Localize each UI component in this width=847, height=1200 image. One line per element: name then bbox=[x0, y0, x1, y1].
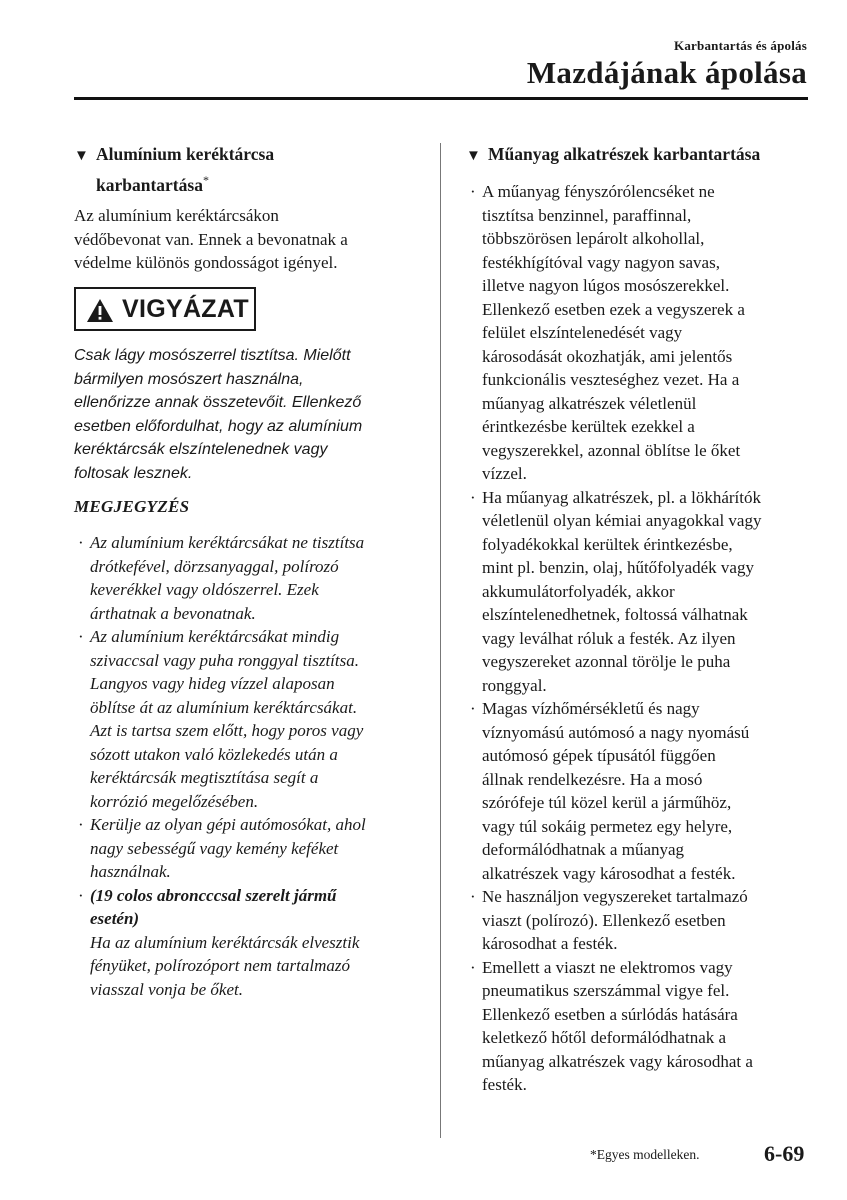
item-line: tisztítsa benzinnel, paraffinnal, bbox=[482, 205, 692, 225]
note-line: Azt is tartsa szem előtt, hogy poros vagy bbox=[90, 721, 364, 740]
column-divider bbox=[440, 143, 441, 1138]
item-line: autómosó gépek típusától függően bbox=[482, 746, 716, 765]
note-line: árthatnak a bevonatnak. bbox=[90, 603, 256, 623]
bullet: · bbox=[470, 957, 476, 977]
item-line: mint pl. benzin, olaj, hűtőfolyadék vagy bbox=[482, 558, 754, 577]
item-line: Ne használjon vegyszereket tartalmazó bbox=[482, 887, 748, 906]
note-line: keréktárcsák megtisztítása segít a bbox=[90, 768, 319, 787]
item-line: akkumulátorfolyadék, akkor bbox=[482, 581, 675, 601]
note-line: szivaccsal vagy puha ronggyal tisztítsa. bbox=[90, 650, 359, 670]
bullet: · bbox=[78, 627, 84, 646]
note-item bbox=[74, 884, 419, 1002]
bullet: · bbox=[470, 699, 476, 718]
warning-line: bármilyen mosószert használna, bbox=[74, 370, 304, 388]
plastic-care-list bbox=[466, 180, 811, 1097]
bullet: · bbox=[78, 885, 84, 905]
bullet: · bbox=[470, 182, 476, 201]
intro-line: védőbevonat van. Ennek a bevonatnak a bbox=[74, 229, 348, 249]
item-line: vagy leválhat róluk a festék. Az ilyen bbox=[482, 628, 736, 648]
heading-text: Műanyag alkatrészek karbantartása bbox=[488, 144, 761, 164]
intro-line: védelme különös gondosságot igényel. bbox=[74, 253, 338, 272]
down-triangle-icon: ▼ bbox=[74, 148, 89, 164]
note-line: viasszal vonja be őket. bbox=[90, 979, 243, 999]
item-line: Ellenkező esetben ezek a vegyszerek a bbox=[482, 299, 745, 319]
warning-line: Csak lágy mosószerrel tisztítsa. Mielőtt bbox=[74, 347, 351, 364]
aluminium-wheel-heading bbox=[74, 143, 419, 197]
warning-label: VIGYÁZAT bbox=[122, 295, 249, 323]
intro-line: Az alumínium keréktárcsákon bbox=[74, 206, 279, 225]
item-line: A műanyag fényszórólencséket ne bbox=[482, 182, 715, 201]
item-line: folyadékokkal kerültek érintkezésbe, bbox=[482, 534, 733, 554]
intro-paragraph bbox=[74, 204, 419, 275]
note-line: Langyos vagy hideg vízzel alaposan bbox=[90, 674, 335, 693]
note-line: keverékkel vagy oldószerrel. Ezek bbox=[90, 580, 319, 599]
warning-box bbox=[74, 287, 256, 331]
note-item bbox=[74, 531, 419, 625]
list-item bbox=[466, 697, 811, 885]
note-line: sózott utakon való közlekedés után a bbox=[90, 744, 338, 764]
item-line: állnak rendelkezésre. Ha a mosó bbox=[482, 769, 703, 789]
plastic-parts-heading bbox=[466, 143, 811, 169]
note-condition-line: esetén) bbox=[90, 909, 140, 928]
note-line: Az alumínium keréktárcsákat mindig bbox=[90, 627, 340, 646]
item-line: károsodását okozhatják, ami jelentős bbox=[482, 346, 733, 366]
warning-line: keréktárcsák elszíntelenednek vagy bbox=[74, 441, 328, 458]
item-line: festékhígítóval vagy nagyon savas, bbox=[482, 252, 720, 272]
item-line: pneumatikus szerszámmal vigye fel. bbox=[482, 981, 730, 1000]
list-item bbox=[466, 180, 811, 486]
item-line: viaszt (polírozó). Ellenkező esetben bbox=[482, 910, 726, 930]
page-title: Mazdájának ápolása bbox=[526, 55, 807, 90]
item-line: alkatrészek vagy károsodhat a festék. bbox=[482, 863, 736, 883]
header-divider bbox=[74, 97, 808, 100]
note-line: drótkefével, dörzsanyaggal, polírozó bbox=[90, 556, 339, 576]
list-item bbox=[466, 885, 811, 956]
item-line: Emellett a viaszt ne elektromos vagy bbox=[482, 957, 733, 977]
item-line: vízzel. bbox=[482, 464, 527, 483]
note-line: használnak. bbox=[90, 862, 171, 881]
item-line: károsodhat a festék. bbox=[482, 934, 618, 953]
bullet: · bbox=[78, 533, 84, 552]
note-list bbox=[74, 531, 419, 1001]
item-line: Magas vízhőmérsékletű és nagy bbox=[482, 699, 700, 718]
item-line: véletlenül olyan kémiai anyagokkal vagy bbox=[482, 511, 762, 530]
section-label: Karbantartás és ápolás bbox=[674, 38, 807, 53]
note-line: Ha az alumínium keréktárcsák elvesztik bbox=[90, 932, 360, 952]
page-number: 6-69 bbox=[764, 1141, 805, 1166]
note-line: Kerülje az olyan gépi autómosókat, ahol bbox=[90, 815, 366, 834]
item-line: deformálódhatnak a műanyag bbox=[482, 840, 685, 859]
note-line: Az alumínium keréktárcsákat ne tisztítsa bbox=[90, 533, 365, 552]
item-line: víznyomású autómosó a nagy nyomású bbox=[482, 722, 750, 742]
note-line: öblítse át az alumínium keréktárcsákat. bbox=[90, 697, 358, 717]
note-line: nagy sebességű vagy kemény keféket bbox=[90, 838, 339, 858]
item-line: szórófeje túl közel kerül a járműhöz, bbox=[482, 793, 732, 812]
list-item bbox=[466, 486, 811, 698]
item-line: vagy túl sokáig permetez egy helyre, bbox=[482, 816, 733, 836]
footnote: *Egyes modelleken. bbox=[590, 1147, 700, 1162]
item-line: vegyszerekkel, azonnal öblítse le őket bbox=[482, 440, 741, 460]
heading-line-1: Alumínium keréktárcsa bbox=[96, 144, 275, 164]
item-line: Ellenkező esetben a súrlódás hatására bbox=[482, 1004, 738, 1024]
warning-line: foltosak lesznek. bbox=[74, 464, 193, 482]
item-line: vegyszereket azonnal törölje le puha bbox=[482, 652, 731, 671]
down-triangle-icon: ▼ bbox=[466, 148, 481, 164]
warning-text bbox=[74, 344, 419, 485]
warning-line: ellenőrizze annak összetevőit. Ellenkező bbox=[74, 394, 362, 411]
item-line: Ha műanyag alkatrészek, pl. a lökhárítók bbox=[482, 487, 761, 507]
asterisk-mark: * bbox=[202, 172, 209, 187]
note-item bbox=[74, 813, 419, 884]
warning-line: esetben előfordulhat, hogy az alumínium bbox=[74, 417, 363, 435]
warning-triangle-icon bbox=[86, 298, 114, 323]
note-line: fényüket, polírozóport nem tartalmazó bbox=[90, 956, 351, 975]
item-line: felület elszíntelenedését vagy bbox=[482, 323, 683, 342]
item-line: érintkezésbe kerültek ezekkel a bbox=[482, 417, 695, 436]
list-item bbox=[466, 956, 811, 1097]
bullet: · bbox=[78, 815, 84, 834]
note-item bbox=[74, 625, 419, 813]
item-line: funkcionális veszteséghez vezet. Ha a bbox=[482, 370, 740, 389]
note-condition-line: (19 colos abroncccsal szerelt jármű bbox=[90, 885, 337, 905]
heading-line-2: karbantartása bbox=[96, 174, 203, 195]
item-line: többszörösen lepárolt alkohollal, bbox=[482, 229, 705, 248]
item-line: festék. bbox=[482, 1075, 527, 1094]
note-title: MEGJEGYZÉS bbox=[74, 497, 190, 516]
bullet: · bbox=[470, 887, 476, 906]
item-line: műanyag alkatrészek véletlenül bbox=[482, 393, 697, 413]
item-line: illetve nagyon lúgos mosószerekkel. bbox=[482, 276, 730, 295]
item-line: keletkező hőtől deformálódhatnak a bbox=[482, 1028, 727, 1047]
bullet: · bbox=[470, 487, 476, 507]
item-line: elszíntelenedhetnek, foltossá válhatnak bbox=[482, 605, 748, 624]
item-line: ronggyal. bbox=[482, 675, 547, 695]
item-line: műanyag alkatrészek vagy károsodhat a bbox=[482, 1051, 753, 1071]
note-line: korrózió megelőzésében. bbox=[90, 791, 259, 811]
